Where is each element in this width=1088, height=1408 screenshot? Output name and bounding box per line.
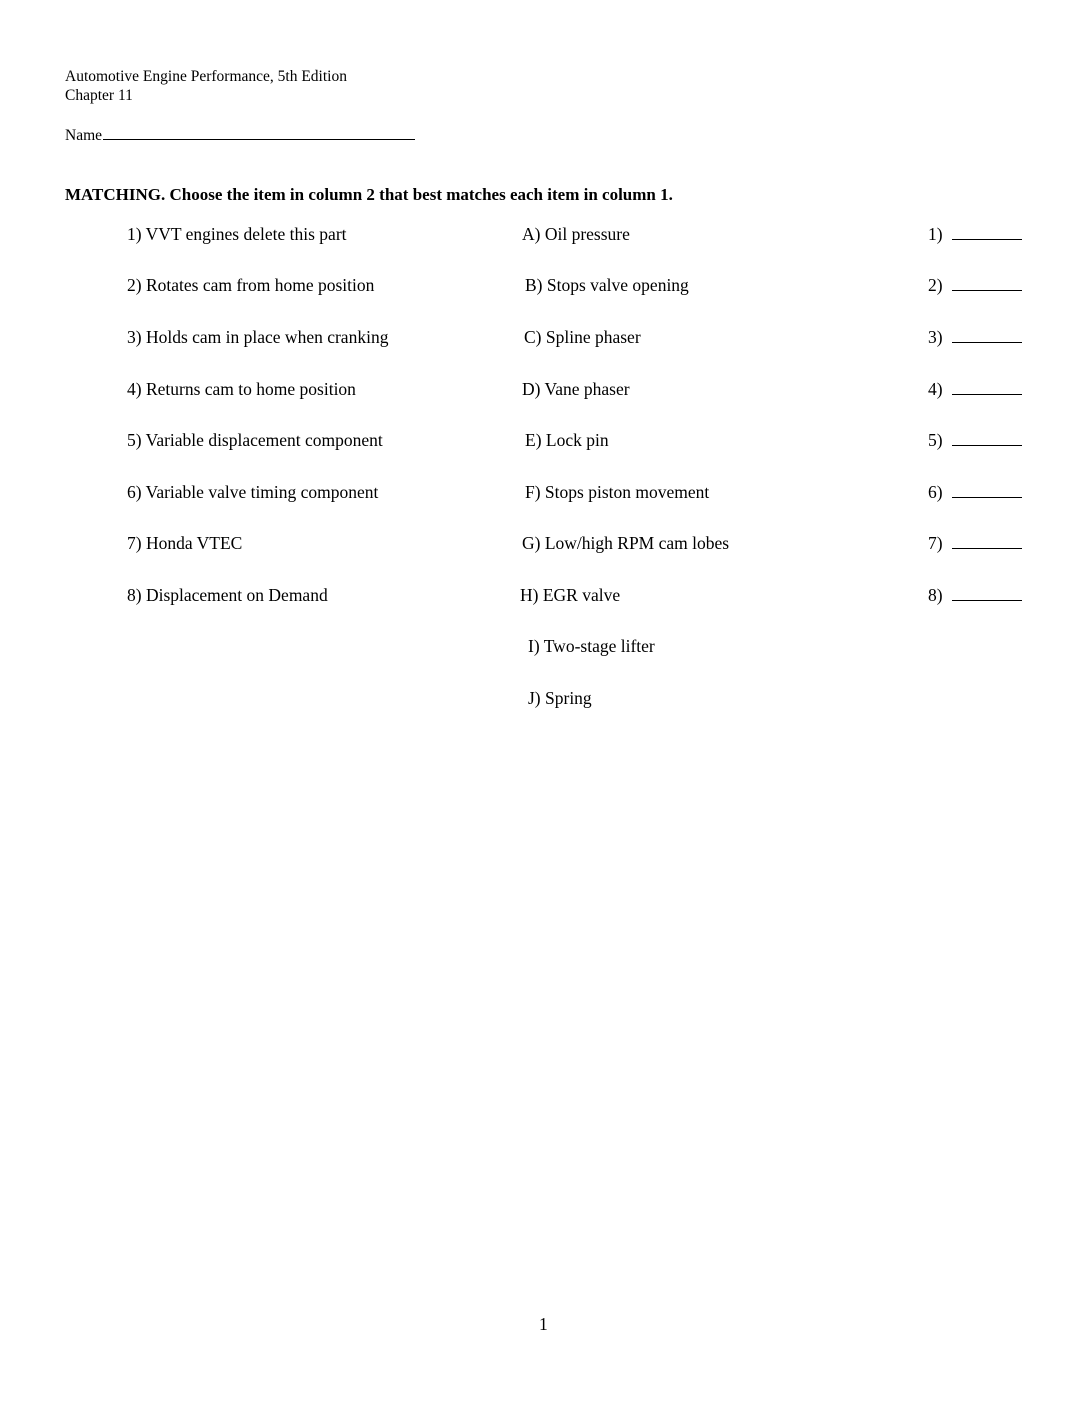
column2-item: I) Two-stage lifter — [528, 636, 655, 656]
answer-slot[interactable] — [928, 533, 1022, 554]
column1-item: 8) Displacement on Demand — [127, 585, 328, 605]
answer-number: 1) — [928, 224, 943, 244]
answer-number: 7) — [928, 533, 943, 553]
column1-item: 1) VVT engines delete this part — [127, 224, 347, 244]
name-label: Name — [65, 127, 103, 144]
answer-blank[interactable] — [952, 276, 1022, 291]
answer-slot[interactable] — [928, 327, 1022, 348]
column2-item: E) Lock pin — [525, 430, 609, 450]
answer-number: 3) — [928, 327, 943, 347]
answer-blank[interactable] — [952, 483, 1022, 498]
column2-item: J) Spring — [528, 688, 592, 708]
column1-item: 3) Holds cam in place when cranking — [127, 327, 389, 347]
answer-blank[interactable] — [952, 586, 1022, 601]
answer-blank[interactable] — [952, 534, 1022, 549]
column1-item: 4) Returns cam to home position — [127, 379, 356, 399]
answer-blank[interactable] — [952, 380, 1022, 395]
column2-item: B) Stops valve opening — [525, 275, 689, 295]
answer-number: 5) — [928, 430, 943, 450]
page-number: 1 — [539, 1314, 548, 1334]
column1-item: 5) Variable displacement component — [127, 430, 383, 450]
column1-item: 6) Variable valve timing component — [127, 482, 379, 502]
answer-slot[interactable] — [928, 585, 1022, 606]
column2-item: G) Low/high RPM cam lobes — [522, 533, 730, 553]
answer-slot[interactable] — [928, 379, 1022, 400]
column1-item: 2) Rotates cam from home position — [127, 275, 375, 295]
answer-blank[interactable] — [952, 431, 1022, 446]
column2-item: D) Vane phaser — [522, 379, 630, 399]
answer-number: 4) — [928, 379, 943, 399]
chapter-label: Chapter 11 — [65, 87, 133, 104]
answer-slot[interactable] — [928, 430, 1022, 451]
column1-item: 7) Honda VTEC — [127, 533, 243, 553]
name-field[interactable] — [65, 125, 415, 145]
answer-number: 6) — [928, 482, 943, 502]
answer-blank[interactable] — [952, 328, 1022, 343]
column2-item: C) Spline phaser — [524, 327, 641, 347]
answer-number: 8) — [928, 585, 943, 605]
answer-slot[interactable] — [928, 275, 1022, 296]
column2-item: F) Stops piston movement — [525, 482, 710, 502]
name-blank-line[interactable] — [103, 125, 415, 140]
answer-slot[interactable] — [928, 224, 1022, 245]
answer-blank[interactable] — [952, 225, 1022, 240]
column2-item: H) EGR valve — [520, 585, 621, 605]
answer-number: 2) — [928, 275, 943, 295]
answer-slot[interactable] — [928, 482, 1022, 503]
matching-instructions: MATCHING. Choose the item in column 2 that best matches each item in column 1. — [65, 185, 673, 204]
column2-item: A) Oil pressure — [522, 224, 630, 244]
book-title: Automotive Engine Performance, 5th Edition — [65, 68, 347, 85]
